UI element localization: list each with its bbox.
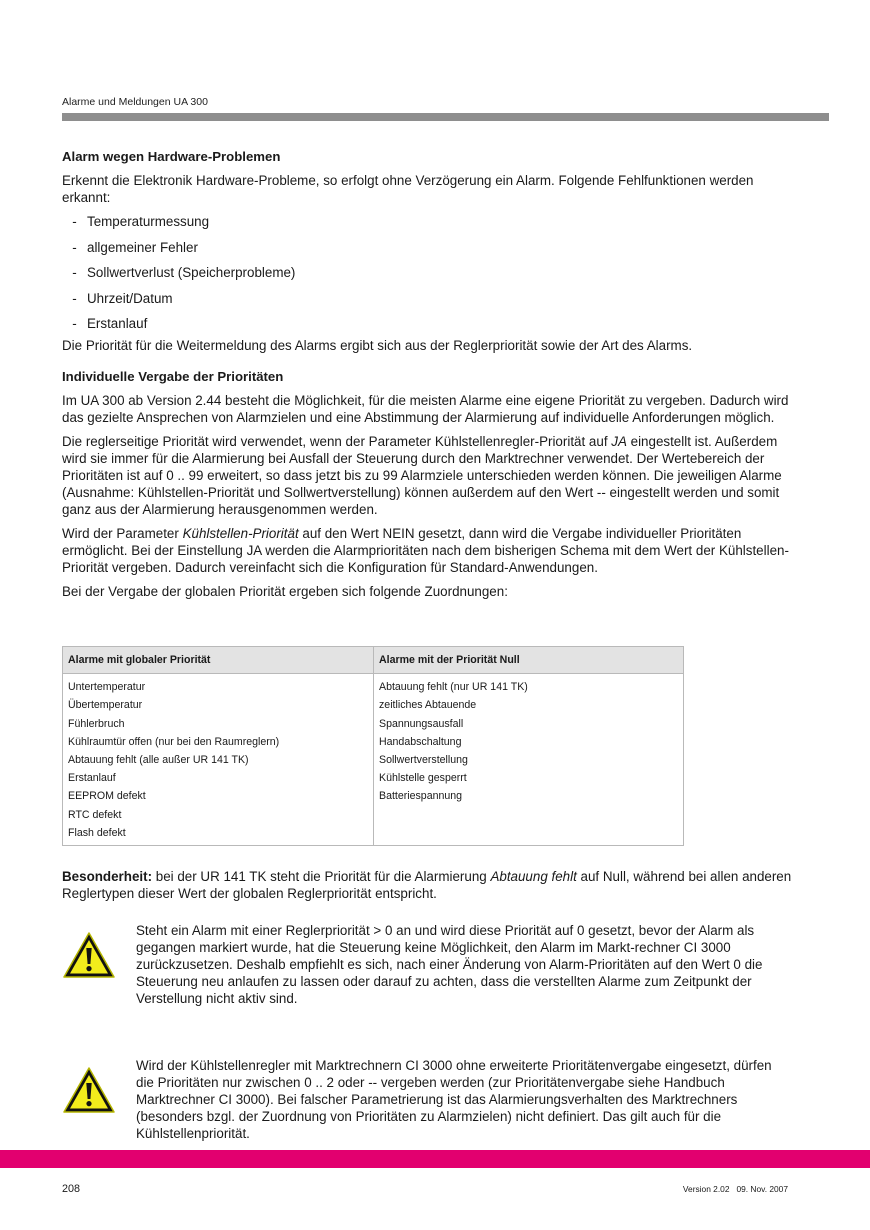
table-cell-item: EEPROM defekt [68,790,146,803]
header-rule [62,113,829,121]
warning-triangle-icon [62,922,136,1007]
table-row [63,674,684,846]
table-cell-item: Sollwertverstellung [379,754,468,767]
list-item: - Erstanlauf [62,315,802,332]
list-item: - Sollwertverlust (Speicherprobleme) [62,264,802,281]
warning-triangle-icon [62,1057,136,1142]
null-priority-cell [374,674,684,846]
dash-marker: - [72,239,77,255]
list-item: - Temperaturmessung [62,213,802,230]
table-cell-item: Kühlraumtür offen (nur bei den Raumreglern) [68,735,280,748]
priority-table [62,646,684,846]
running-header-title: Alarme und Meldungen UA 300 [62,96,208,108]
dash-marker: - [72,290,77,306]
special-note-label: Besonderheit: [62,869,153,884]
dash-marker: - [72,265,77,280]
section-priorities [62,368,802,600]
warning-note-2 [62,1057,802,1142]
section-heading-priorities: Individuelle Vergabe der Prioritäten [62,369,284,384]
paragraph-hardware-intro: Erkennt die Elektronik Hardware-Probleme, so erfolgt ohne Verzögerung ein Alarm. Folgende Fehlfunktionen werden erkannt: [62,173,754,205]
table-cell-item: Batteriespannung [379,790,463,803]
table-cell-item: Kühlstelle gesperrt [379,772,467,785]
dash-marker: - [72,316,77,331]
paragraph-priorities-2: Die reglerseitige Priorität wird verwendet, wenn der Parameter Kühlstellenregler-Priorität auf JA eingestellt ist. Außerdem wird sie immer für die Alarmierung bei Ausfall der Steuerung durch den Marktrechner verwendet. Der Wertebereich der Prioritäten ist auf 0 .. 99 erweitert, so dass jetzt bis zu 99 Alarmziele unterschieden werden können. Die jeweiligen Alarme (Ausnahme: Kühlstellen-Priorität und Sollwertverstellung) können außerdem auf den Wert -- eingestellt werden und somit ganz aus der Alarmierung herausgenommen werden. [62,434,782,517]
list-item: - Uhrzeit/Datum [62,290,802,307]
table-cell-item: Flash defekt [68,826,126,839]
table-cell-item: Abtauung fehlt (alle außer UR 141 TK) [68,754,249,767]
dash-marker: - [72,214,77,229]
table-cell-item: Untertemperatur [68,681,146,694]
column-header-null: Alarme mit der Priorität Null [374,647,684,674]
footer-bar [0,1150,870,1168]
paragraph-hardware-closing: Die Priorität für die Weitermeldung des Alarms ergibt sich aus der Reglerpriorität sowie der Art des Alarms. [62,338,693,353]
fault-list [62,213,802,332]
table-cell-item: RTC defekt [68,808,122,821]
table-cell-item: Handabschaltung [379,735,462,748]
table-cell-item: Übertemperatur [68,699,143,712]
list-item: - allgemeiner Fehler [62,239,802,256]
table-cell-item: Abtauung fehlt (nur UR 141 TK) [379,681,528,694]
warning-note-1 [62,922,802,1007]
special-note: Besonderheit: bei der UR 141 TK steht die Priorität für die Alarmierung Abtauung fehlt auf Null, während bei allen anderen Reglertypen dieser Wert der globalen Reglerpriorität entspricht. [62,869,792,901]
paragraph-priorities-4: Bei der Vergabe der globalen Priorität ergeben sich folgende Zuordnungen: [62,584,508,599]
warning-text-2: Wird der Kühlstellenregler mit Marktrechnern CI 3000 ohne erweiterte Prioritätenvergabe eingesetzt, dürfen die Prioritäten nur zwischen 0 .. 2 oder -- vergeben werden (zur Prioritätenvergabe siehe Handbuch Marktrechner CI 3000). Bei falscher Parametrierung ist das Alarmierungsverhalten des Marktrechners (besonders bzgl. der Zuordnung von Prioritäten zu Alarmzielen) nicht definiert. Das gilt auch für die Kühlstellenpriorität. [136,1058,772,1141]
warning-text-1: Steht ein Alarm mit einer Reglerpriorität > 0 an und wird diese Priorität auf 0 gesetzt, bevor der Alarm als gegangen markiert wurde, hat die Steuerung keine Möglichkeit, den Alarm im Markt-rechner CI 3000 zurückzusetzen. Deshalb empfiehlt es sich, nach einer Änderung von Alarm-Prioritäten auf den Wert 0 die Steuerung neu anlaufen zu lassen oder darauf zu achten, dass die verstellten Alarme zum Zeitpunkt der Verstellung nicht aktiv sind. [136,923,763,1006]
table-header-row [63,647,684,674]
section-heading-hardware: Alarm wegen Hardware-Problemen [62,149,281,164]
page-number: 208 [62,1183,81,1195]
main-content [62,148,802,607]
paragraph-priorities-1: Im UA 300 ab Version 2.44 besteht die Möglichkeit, für die meisten Alarme eine eigene Priorität zu vergeben. Dadurch wird das gezielte Ansprechen von Alarmzielen und eine Abstimmung der Alarmierung auf individuelle Anforderungen möglich. [62,393,789,425]
table-cell-item: Fühlerbruch [68,717,125,730]
column-header-global: Alarme mit globaler Priorität [63,647,374,674]
global-priority-cell [63,674,374,846]
version-info: Version 2.02 09. Nov. 2007 [682,1184,788,1194]
table-cell-item: zeitliches Abtauende [379,699,477,712]
table-cell-item: Spannungsausfall [379,717,464,730]
paragraph-priorities-3: Wird der Parameter Kühlstellen-Priorität auf den Wert NEIN gesetzt, dann wird die Vergabe individueller Prioritäten ermöglicht. Bei der Einstellung JA werden die Alarmprioritäten nach dem bisherigen Schema mit dem Wert der Kühlstellen-Priorität vergeben. Dadurch vereinfacht sich die Konfiguration für Standard-Anwendungen. [62,526,789,575]
table-cell-item: Erstanlauf [68,772,116,785]
